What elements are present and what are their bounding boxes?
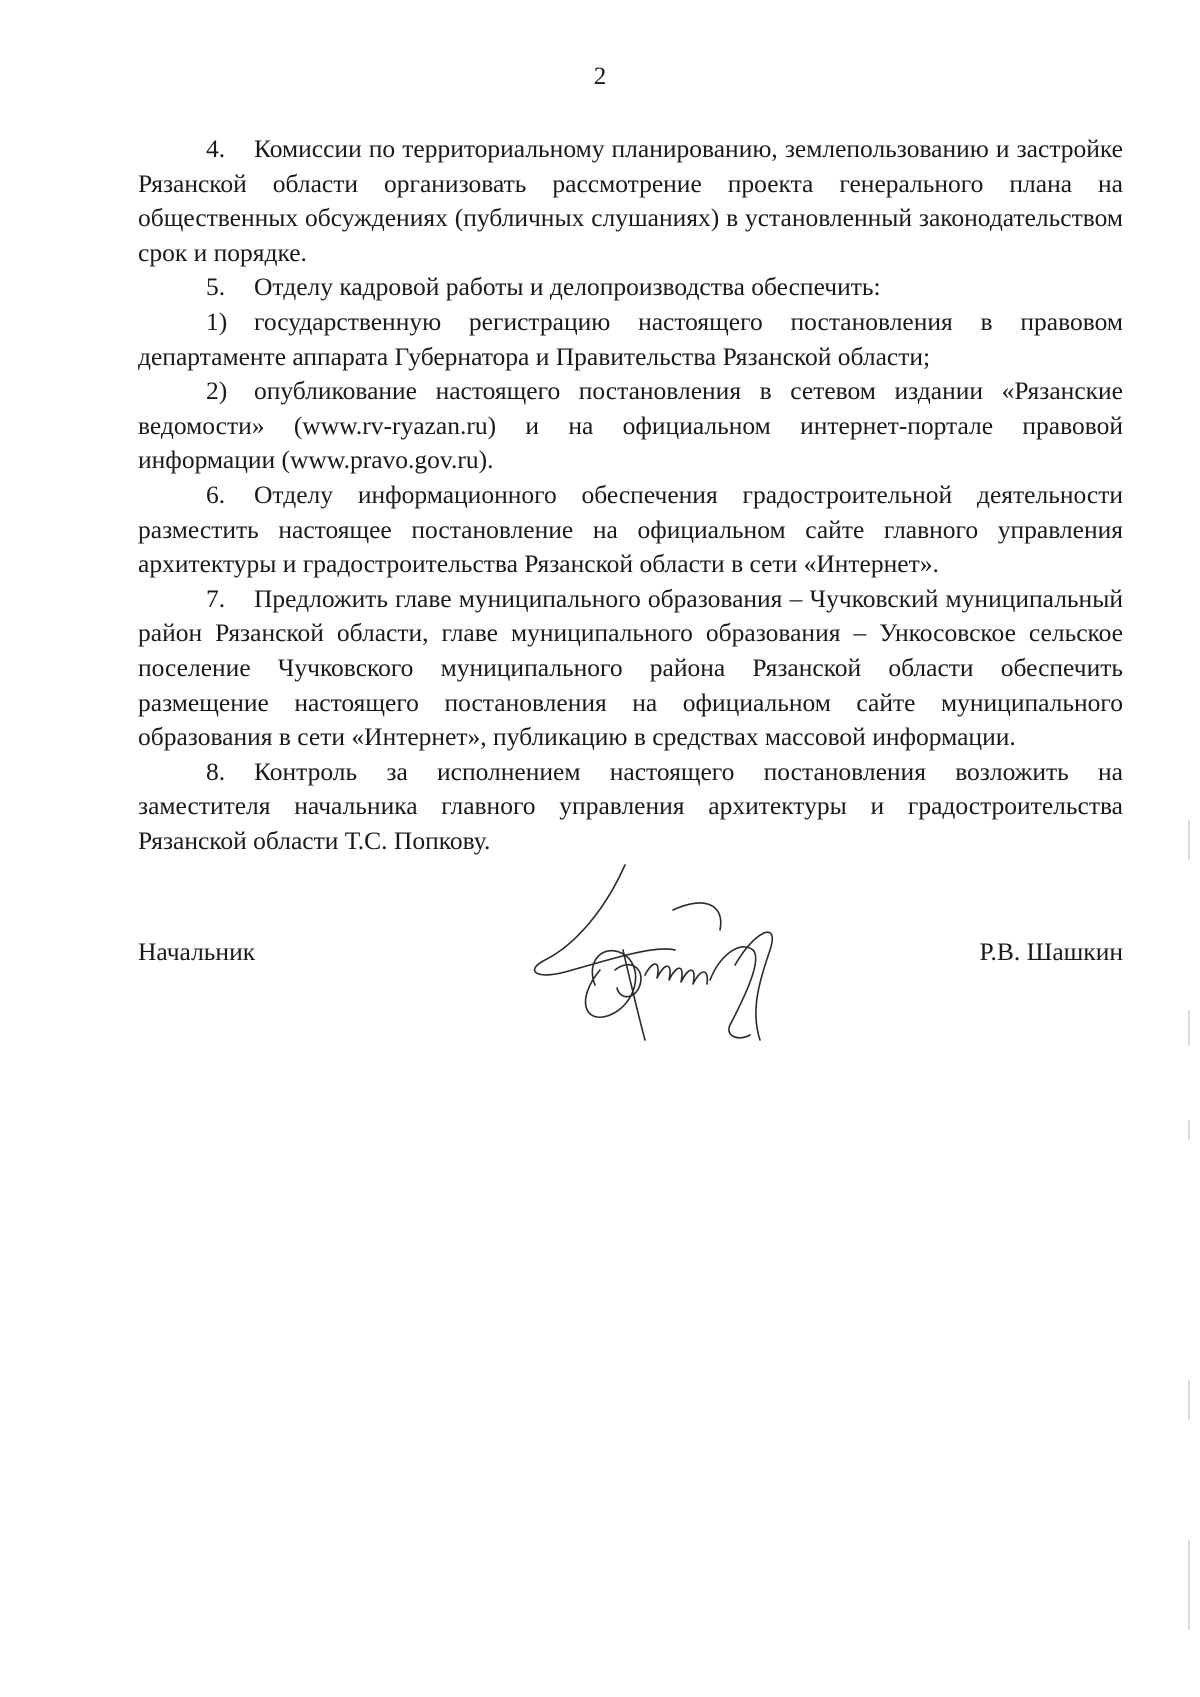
page-number: 2 (593, 63, 607, 90)
paragraph-subitem-2 (138, 374, 1123, 478)
item-number: 6. (206, 479, 226, 509)
item-number: 7. (206, 583, 226, 613)
paragraph-item-6 (138, 478, 1123, 582)
signatory-name: Р.В. Шашкин (979, 937, 1123, 966)
paragraph-subitem-1 (138, 305, 1123, 374)
item-number: 8. (206, 756, 226, 786)
paragraph-text: Контроль за исполнением настоящего постановления возложить на заместителя начальника главного управления архитектуры и градостроительства Рязанской области Т.С. Попкову. (138, 756, 1123, 855)
item-number: 5. (206, 272, 226, 302)
paragraph-item-5 (138, 270, 1123, 305)
item-number: 2) (206, 376, 228, 406)
paragraph-text: опубликование настоящего постановления в сетевом издании «Рязанские ведомости» (www.rv-ryazan.ru) и на официальном интернет-портале правовой информации (www.pravo.gov.ru). (138, 376, 1123, 475)
paragraph-text: Отделу кадровой работы и делопроизводства обеспечить: (254, 272, 881, 302)
item-number: 4. (206, 134, 226, 163)
paragraph-item-8 (138, 755, 1123, 859)
paragraph-text: Отделу информационного обеспечения градостроительной деятельности разместить настоящее постановление на официальном сайте главного управления архитектуры и градостроительства Рязанской области в сети «Интернет». (138, 479, 1123, 579)
item-number: 1) (206, 306, 228, 336)
paragraph-item-7 (138, 582, 1123, 755)
signatory-position: Начальник (138, 937, 256, 966)
document-body (138, 132, 1123, 858)
paragraph-text: Комиссии по территориальному планированию, землепользованию и застройке Рязанской области организовать рассмотрение проекта генерального плана на общественных обсуждениях (публичных слушаниях) в установленный законодательством срок и порядке. (138, 134, 1123, 267)
paragraph-item-4 (138, 132, 1123, 270)
paragraph-text: государственную регистрацию настоящего постановления в правовом департаменте аппарата Губернатора и Правительства Рязанской области; (138, 306, 1123, 371)
paragraph-text: Предложить главе муниципального образования – Чучковский муниципальный район Рязанской области, главе муниципального образования – Ункосовское сельское поселение Чучковского муниципального района Рязанской области обеспечить размещение настоящего постановления на официальном сайте муниципального образования в сети «Интернет», публикацию в средствах массовой информации. (138, 583, 1123, 752)
scan-edge-marks-icon (1186, 820, 1192, 1640)
handwritten-signature-icon (505, 850, 865, 1060)
